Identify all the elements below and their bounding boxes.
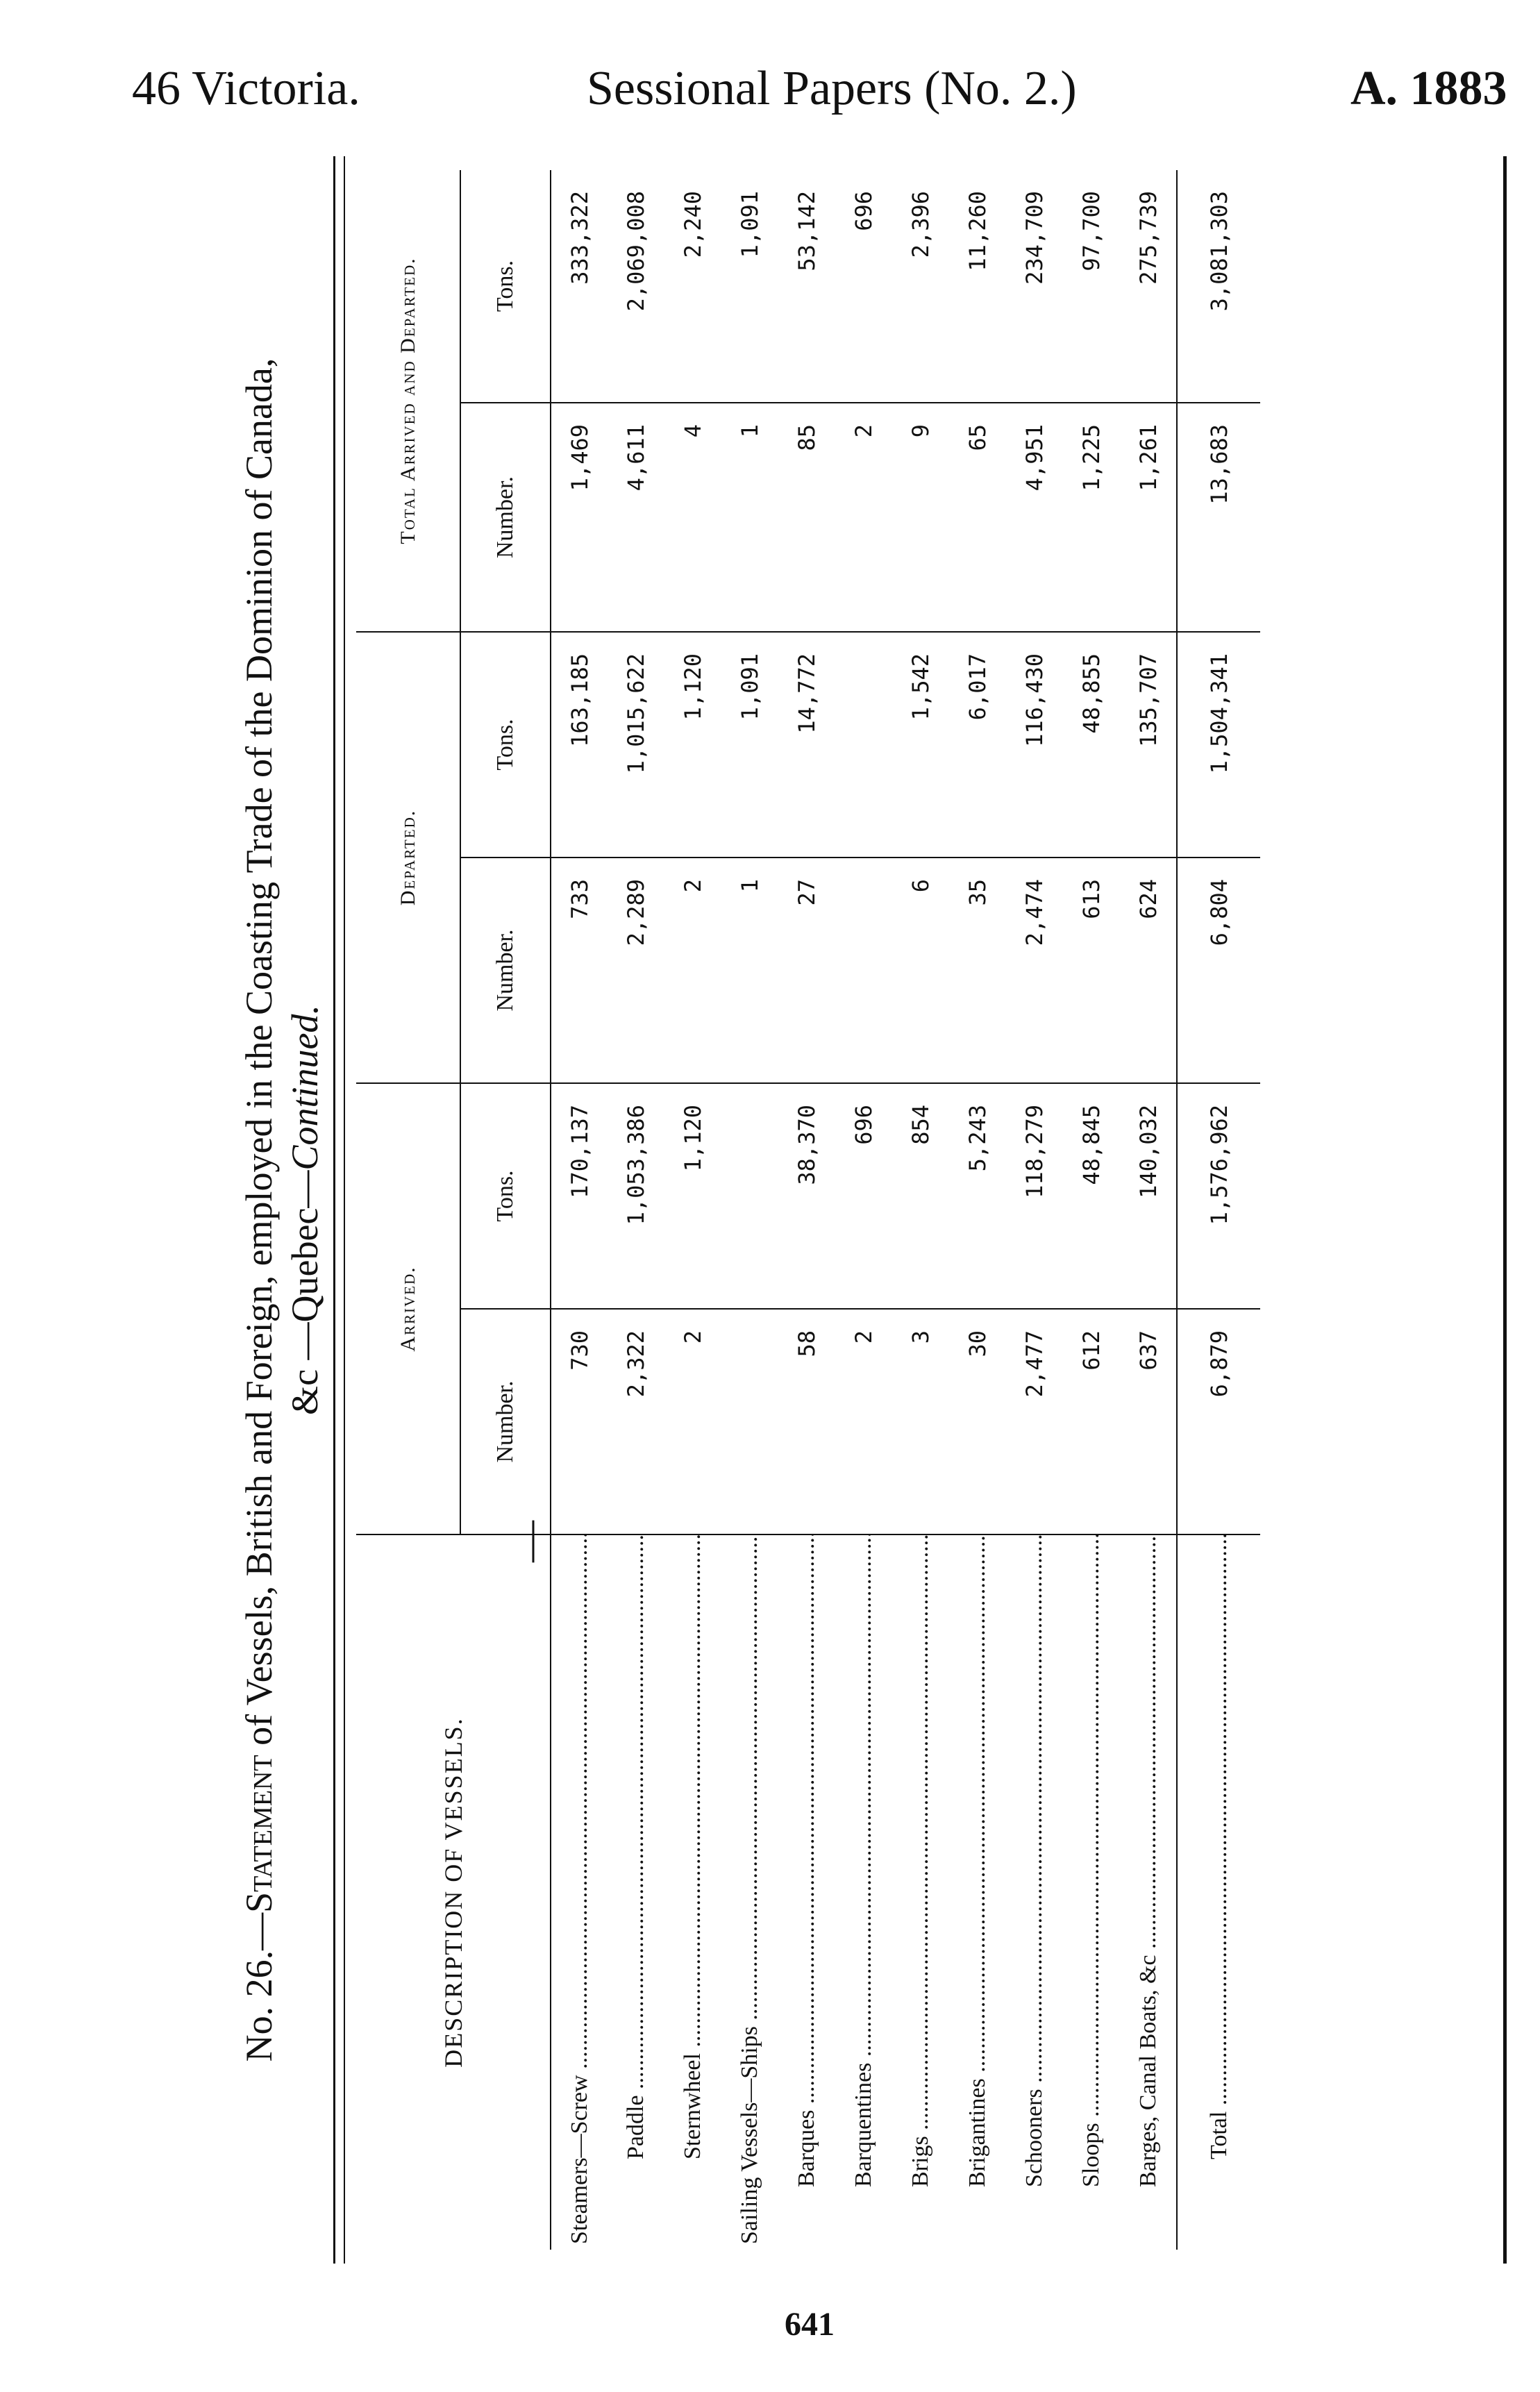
- total-tons: 696: [835, 170, 892, 403]
- row-label: Barges, Canal Boats, &c .....: [1120, 1534, 1177, 2250]
- total-tons: 275,739: [1120, 170, 1177, 403]
- total-tons: 2,240: [664, 170, 721, 403]
- arrived-number: 637: [1120, 1309, 1177, 1534]
- total-row: [1177, 170, 1260, 2250]
- table-row: [1063, 170, 1120, 2250]
- departed-number: 27: [778, 858, 835, 1083]
- statement-title: [236, 170, 328, 2250]
- arrived-number: [721, 1309, 778, 1534]
- total-label: Total .....: [1177, 1534, 1260, 2250]
- table-row: [1006, 170, 1063, 2250]
- total-departed-number: 6,804: [1177, 858, 1260, 1083]
- departed-tons: 135,707: [1120, 632, 1177, 858]
- arrived-tons: 48,845: [1063, 1083, 1120, 1309]
- departed-tons: 116,430: [1006, 632, 1063, 858]
- departed-number: 733: [551, 858, 608, 1083]
- total-tons: 333,322: [551, 170, 608, 403]
- arrived-number: 730: [551, 1309, 608, 1534]
- total-number: 1,469: [551, 403, 608, 632]
- total-tons: 11,260: [949, 170, 1006, 403]
- description-header: DESCRIPTION OF VESSELS.: [356, 1534, 551, 2250]
- departed-tons: 1,542: [892, 632, 949, 858]
- departed-header: Departed.: [356, 632, 460, 1083]
- total-number-header: Number.: [460, 403, 551, 632]
- row-label: Schooners .....: [1006, 1534, 1063, 2250]
- departed-tons-header: Tons.: [460, 632, 551, 858]
- page-number: 641: [785, 2306, 835, 2343]
- total-tons: 1,091: [721, 170, 778, 403]
- row-label: Paddle .....: [608, 1534, 664, 2250]
- header-year: A. 1883: [1350, 62, 1507, 115]
- departed-tons: [835, 632, 892, 858]
- arrived-number-header: Number.: [460, 1309, 551, 1534]
- arrived-number: 3: [892, 1309, 949, 1534]
- departed-number: 1: [721, 858, 778, 1083]
- total-number: 1,225: [1063, 403, 1120, 632]
- total-number: 65: [949, 403, 1006, 632]
- row-label: Brigs .....: [892, 1534, 949, 2250]
- departed-tons: 1,091: [721, 632, 778, 858]
- arrived-tons: 118,279: [1006, 1083, 1063, 1309]
- table-frame: [333, 156, 1507, 2264]
- arrived-tons: [721, 1083, 778, 1309]
- coasting-trade-table: [356, 170, 1260, 2250]
- departed-tons: 1,120: [664, 632, 721, 858]
- title-statement-word: Statement: [238, 1755, 280, 1913]
- section-dash: —: [506, 1521, 552, 1562]
- total-number: 9: [892, 403, 949, 632]
- departed-number: 624: [1120, 858, 1177, 1083]
- departed-tons: 6,017: [949, 632, 1006, 858]
- departed-tons: 48,855: [1063, 632, 1120, 858]
- table-row: [1120, 170, 1177, 2250]
- total-number: 85: [778, 403, 835, 632]
- grand-total-tons: 3,081,303: [1177, 170, 1260, 403]
- total-tons-header: Tons.: [460, 170, 551, 403]
- table-row: [892, 170, 949, 2250]
- total-number: 4,611: [608, 403, 664, 632]
- arrived-tons-header: Tons.: [460, 1083, 551, 1309]
- total-number: 1: [721, 403, 778, 632]
- table-row: [949, 170, 1006, 2250]
- header-session: 46 Victoria.: [132, 62, 360, 115]
- grand-total-number: 13,683: [1177, 403, 1260, 632]
- total-departed-tons: 1,504,341: [1177, 632, 1260, 858]
- arrived-tons: 1,120: [664, 1083, 721, 1309]
- title-line2: &c —Quebec—: [284, 1170, 326, 1415]
- title-prefix: No. 26.—: [238, 1912, 280, 2062]
- arrived-number: 2,322: [608, 1309, 664, 1534]
- table-row: [551, 170, 608, 2250]
- row-label: Barquentines .....: [835, 1534, 892, 2250]
- departed-number: 613: [1063, 858, 1120, 1083]
- title-text: of Vessels, British and Foreign, employed in the Coasting Trade of the Dominion of Canada,: [238, 358, 280, 1755]
- departed-number: 2,289: [608, 858, 664, 1083]
- row-label: Barques .....: [778, 1534, 835, 2250]
- arrived-tons: 854: [892, 1083, 949, 1309]
- arrived-number: 58: [778, 1309, 835, 1534]
- rotated-statement: [229, 156, 1507, 2264]
- departed-number: 35: [949, 858, 1006, 1083]
- arrived-number: 2,477: [1006, 1309, 1063, 1534]
- total-tons: 234,709: [1006, 170, 1063, 403]
- title-line-1: [236, 170, 282, 2250]
- title-continued: Continued.: [284, 1005, 326, 1171]
- total-tons: 2,069,008: [608, 170, 664, 403]
- total-arrived-number: 6,879: [1177, 1309, 1260, 1534]
- header-sessional-papers: Sessional Papers (No. 2.): [587, 62, 1077, 115]
- total-arrived-departed-header: Total Arrived and Departed.: [356, 170, 460, 632]
- table-row: [664, 170, 721, 2250]
- total-number: 4,951: [1006, 403, 1063, 632]
- departed-number: 2: [664, 858, 721, 1083]
- departed-number: 6: [892, 858, 949, 1083]
- departed-number-header: Number.: [460, 858, 551, 1083]
- arrived-number: 2: [664, 1309, 721, 1534]
- arrived-tons: 140,032: [1120, 1083, 1177, 1309]
- departed-tons: 163,185: [551, 632, 608, 858]
- row-label: Sailing Vessels—Ships .....: [721, 1534, 778, 2250]
- total-number: 2: [835, 403, 892, 632]
- row-label: Sloops .....: [1063, 1534, 1120, 2250]
- arrived-tons: 696: [835, 1083, 892, 1309]
- arrived-tons: 38,370: [778, 1083, 835, 1309]
- total-tons: 2,396: [892, 170, 949, 403]
- arrived-number: 30: [949, 1309, 1006, 1534]
- table-row: [608, 170, 664, 2250]
- departed-tons: 14,772: [778, 632, 835, 858]
- departed-number: [835, 858, 892, 1083]
- table-row: [835, 170, 892, 2250]
- arrived-header: Arrived.: [356, 1083, 460, 1534]
- total-number: 4: [664, 403, 721, 632]
- arrived-tons: 1,053,386: [608, 1083, 664, 1309]
- arrived-number: 2: [835, 1309, 892, 1534]
- total-arrived-tons: 1,576,962: [1177, 1083, 1260, 1309]
- row-label: Sternwheel .....: [664, 1534, 721, 2250]
- arrived-tons: 170,137: [551, 1083, 608, 1309]
- row-label: Steamers—Screw .....: [551, 1534, 608, 2250]
- row-label: Brigantines .....: [949, 1534, 1006, 2250]
- departed-tons: 1,015,622: [608, 632, 664, 858]
- table-row: [721, 170, 778, 2250]
- total-tons: 53,142: [778, 170, 835, 403]
- total-tons: 97,700: [1063, 170, 1120, 403]
- arrived-number: 612: [1063, 1309, 1120, 1534]
- total-number: 1,261: [1120, 403, 1177, 632]
- table-row: [778, 170, 835, 2250]
- departed-number: 2,474: [1006, 858, 1063, 1083]
- arrived-tons: 5,243: [949, 1083, 1006, 1309]
- title-line-2: [282, 170, 328, 2250]
